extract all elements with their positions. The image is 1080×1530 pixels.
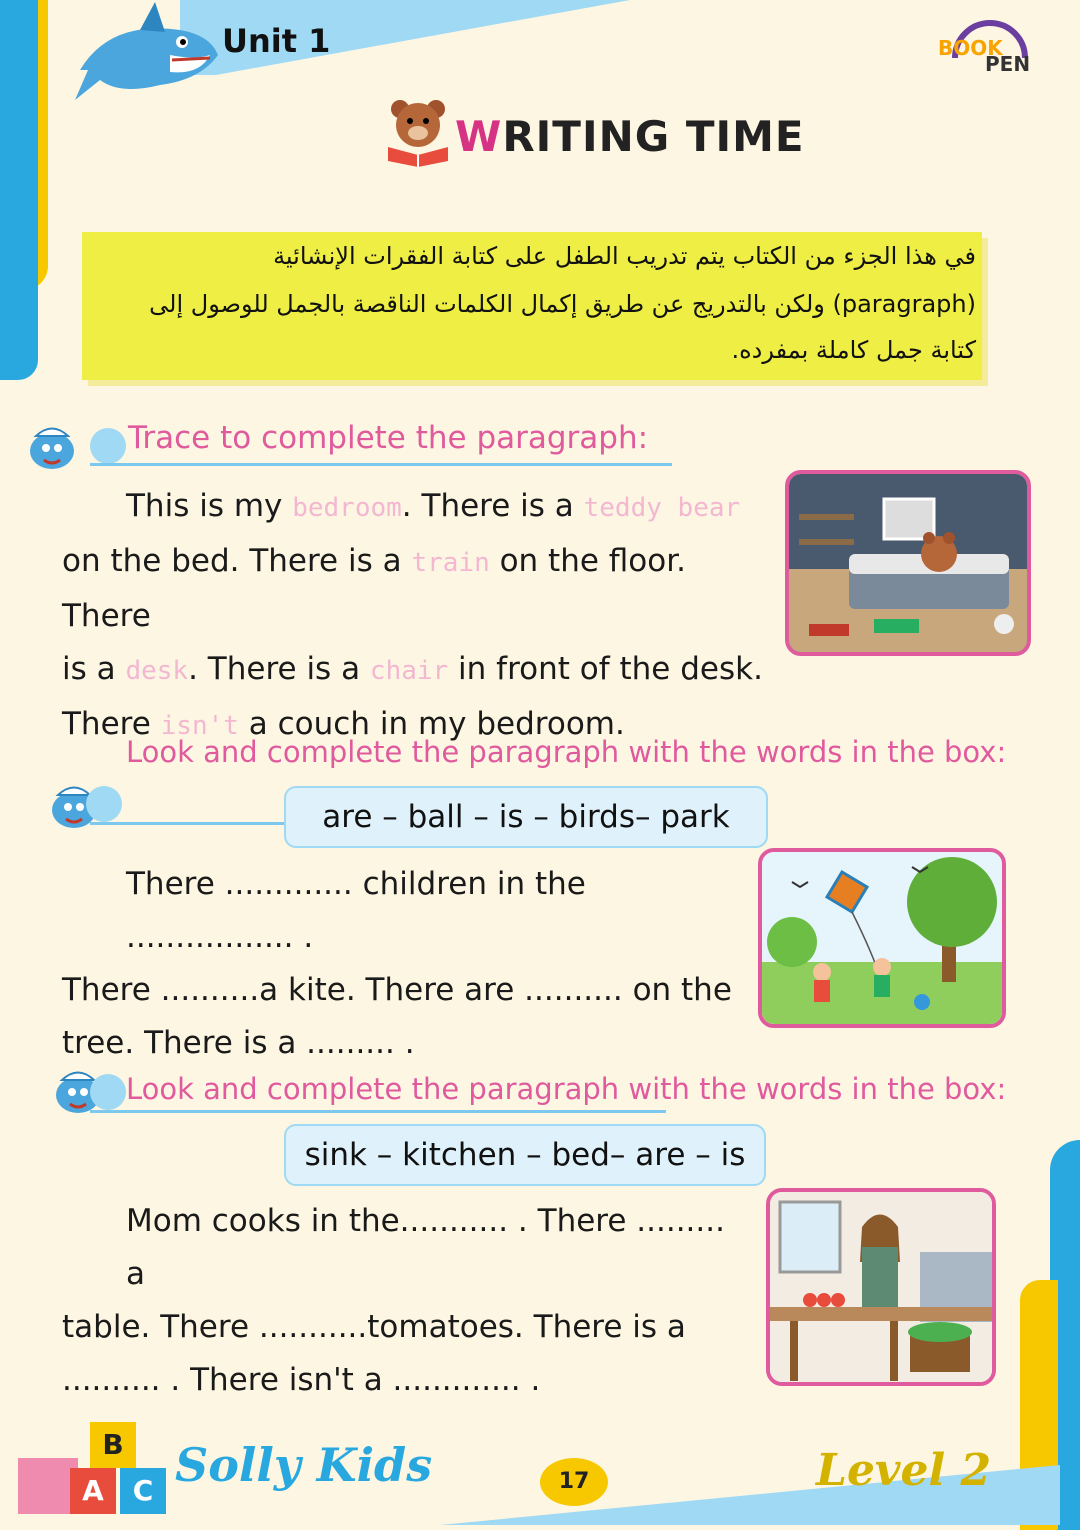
section-3-dot [90, 1074, 126, 1110]
reading-bear-icon [382, 95, 454, 167]
intro-line-2: (paragraph) ولكن بالتدريج عن طريق إكمال الكلمات الناقصة بالجمل للوصول إلى [149, 290, 976, 318]
text-segment: is a [62, 651, 126, 687]
title-first-letter: W [455, 112, 503, 161]
paragraph-line: There ............. children in the ................. . [126, 866, 586, 955]
trace-word-chair: chair [369, 656, 449, 686]
left-blue-bar [0, 0, 38, 380]
paragraph-line: Mom cooks in the........... . There ......... a [126, 1203, 725, 1292]
section-1-dot [90, 428, 126, 464]
trace-word-isnt: isn't [160, 711, 239, 741]
block-blank [18, 1458, 78, 1514]
intro-line-3: كتابة جمل كاملة بمفرده. [731, 336, 976, 364]
trace-word-train: train [411, 548, 490, 578]
block-b: B [90, 1422, 136, 1468]
section-3-underline [90, 1110, 666, 1113]
trace-word-desk: desk [125, 656, 189, 686]
text-segment: on the bed. There is a [62, 543, 412, 579]
logo-text-book: BOOK [938, 36, 1003, 60]
kitchen-picture [766, 1188, 996, 1386]
shark-bullet-icon [22, 416, 82, 476]
section-3-title: Look and complete the paragraph with the words in the box: [126, 1072, 1007, 1106]
word-box-2: are – ball – is – birds– park [284, 786, 768, 848]
text-segment: There [62, 706, 161, 742]
brand-name: Solly Kids [175, 1438, 433, 1492]
trace-word-bedroom: bedroom [292, 493, 402, 523]
paragraph-line: table. There ...........tomatoes. There is a [62, 1309, 686, 1345]
block-a: A [70, 1468, 116, 1514]
paragraph-line: tree. There is a ......... . [62, 1025, 415, 1061]
unit-label: Unit 1 [222, 22, 331, 60]
bedroom-picture [785, 470, 1031, 656]
text-segment: on the floor. There [62, 543, 686, 634]
section-2-dot [86, 786, 122, 822]
kitchen-illustration-icon [770, 1192, 992, 1382]
page-number: 17 [540, 1458, 608, 1506]
trace-word-teddy-bear: teddy bear [583, 493, 741, 523]
park-picture [758, 848, 1006, 1028]
section-3-paragraph [62, 1195, 752, 1407]
paragraph-line: .......... . There isn't a ............. . [62, 1362, 541, 1398]
text-segment: . There is a [188, 651, 370, 687]
logo-text-pen: PEN [985, 52, 1031, 76]
text-segment: in front of the desk. [448, 651, 763, 687]
section-1-title: Trace to complete the paragraph: [128, 420, 649, 456]
text-segment: a couch in my bedroom. [238, 706, 625, 742]
paragraph-line: There ..........a kite. There are .......... on the [62, 972, 732, 1008]
title-rest: RITING TIME [502, 112, 805, 161]
page-title [455, 112, 805, 161]
section-2-underline [90, 822, 286, 825]
bedroom-illustration-icon [789, 474, 1027, 652]
section-2-paragraph [62, 858, 762, 1070]
text-segment: This is my [126, 488, 293, 524]
word-box-3: sink – kitchen – bed– are – is [284, 1124, 766, 1186]
intro-box [82, 232, 982, 380]
intro-line-1: في هذا الجزء من الكتاب يتم تدريب الطفل على كتابة الفقرات الإنشائية [273, 242, 976, 270]
block-c: C [120, 1468, 166, 1514]
section-1-paragraph [62, 480, 782, 753]
section-1-underline [90, 463, 672, 466]
level-label: Level 2 [816, 1445, 992, 1496]
shark-mascot-icon [70, 0, 220, 120]
text-segment: . There is a [401, 488, 584, 524]
section-2-title: Look and complete the paragraph with the words in the box: [126, 735, 1007, 769]
park-illustration-icon [762, 852, 1002, 1024]
